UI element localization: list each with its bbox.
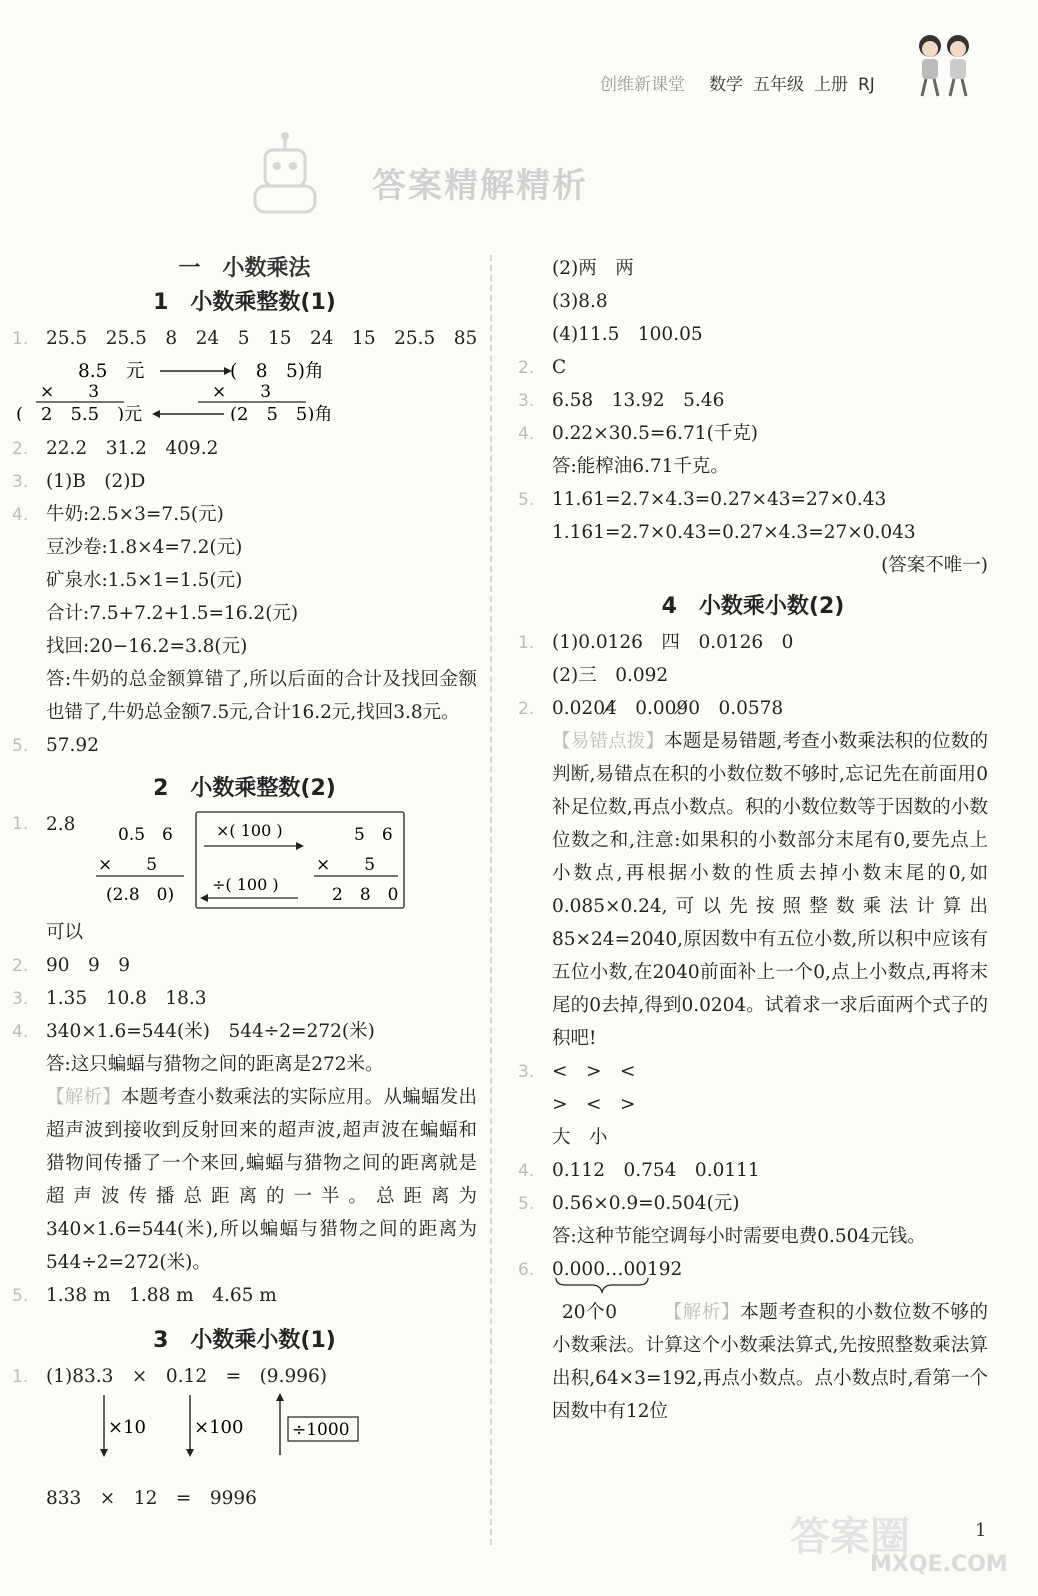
- watermark-logo: 答案圈: [790, 1514, 910, 1560]
- watermark-url: MXQE.COM: [870, 1552, 1008, 1577]
- answer-line: 找回:20−16.2=3.8(元): [46, 636, 248, 657]
- answer-line: 合计:7.5+7.2+1.5=16.2(元): [46, 603, 299, 624]
- decimal-point-shift-diagram: [12, 1393, 477, 1471]
- answer-statement: 答:能榨油6.71千克。: [552, 456, 729, 477]
- svg-text:(2.8 0): (2.8 0): [106, 885, 175, 905]
- brace-annotation: [518, 1286, 988, 1296]
- robot-mascot-icon: [235, 130, 345, 220]
- answer-item: 5. 57.92: [12, 735, 99, 756]
- diagram-jiao: ( 8 5)角: [230, 361, 324, 382]
- svg-text:×100: ×100: [194, 1417, 244, 1438]
- answer-statement: 答:这种节能空调每小时需要电费0.504元钱。: [552, 1226, 926, 1247]
- lesson-title: 4 小数乘小数(2): [661, 594, 845, 619]
- svg-text:×10: ×10: [108, 1417, 146, 1438]
- analysis-tag: 【易错点拨】: [552, 731, 665, 752]
- right-column: [518, 252, 988, 1428]
- svg-text:× 5: × 5: [316, 855, 376, 875]
- unit-title: 一 小数乘法: [178, 256, 311, 281]
- answer-line: (2)三 0.092: [552, 665, 669, 686]
- lesson-title: 1 小数乘整数(1): [153, 290, 336, 315]
- answer-item: 1. (1)83.3 × 0.12 = (9.996): [12, 1366, 327, 1387]
- lesson-title: 2 小数乘整数(2): [153, 776, 336, 801]
- answer-item: 1. 2.8 0.5 6 × 5 (2.8 0) ×( 100 ) ÷( 100 ) 5 6 × 5 2 8 0: [12, 808, 477, 916]
- subject: 数学: [709, 75, 743, 95]
- answer-line: 可以: [46, 922, 84, 943]
- answer-item: 5. 0.56×0.9=0.504(元): [518, 1193, 740, 1214]
- answer-item: 3. 1.35 10.8 18.3: [12, 988, 207, 1009]
- page-title: 答案精解精析: [372, 166, 588, 206]
- answer-item: 5. 11.61=2.7×4.3=0.27×43=27×0.43: [518, 489, 887, 510]
- answer-note: (答案不唯一): [881, 555, 988, 576]
- diagram-result-jiao: (2 5 5)角: [230, 404, 333, 421]
- answer-line: 豆沙卷:1.8×4=7.2(元): [46, 537, 243, 558]
- answer-item: 2. 22.2 31.2 409.2: [12, 438, 219, 459]
- answer-item: 3. 6.58 13.92 5.46: [518, 390, 725, 411]
- grade: 五年级: [753, 75, 804, 95]
- answer-item: 2. 90 9 9: [12, 955, 131, 976]
- answer-statement: 答:这只蝙蝠与猎物之间的距离是272米。: [46, 1054, 384, 1075]
- series-name: 创维新课堂: [600, 75, 685, 95]
- analysis-paragraph: 【易错点拨】本题是易错题,考查小数乘法积的位数的判断,易错点在积的小数位数不够时,忘记先在前面用0补足位数,再点小数点。积的小数位数等于因数的小数位数之和,注意:如果积的小数部分末尾有0,要先点上小数点,再根据小数的性质去掉小数末尾的0,如0.085×0.24,可以先按照整数乘法计算出85×24=2040,原因数中有五位小数,所以积中应该有五位小数,在2040前面补上一个0,点上小数点,再将末尾的0去掉,得到0.0204。试着求一求后面两个式子的积吧!: [552, 731, 988, 1049]
- svg-text:2 8 0: 2 8 0: [332, 885, 399, 905]
- answer-line: 矿泉水:1.5×1=1.5(元): [46, 570, 243, 591]
- running-header: [600, 70, 875, 95]
- answer-line: (3)8.8: [552, 291, 608, 312]
- answer-item: 4. 0.22×30.5=6.71(千克): [518, 423, 759, 444]
- page-number: 1: [975, 1520, 987, 1541]
- multiplication-box-diagram: [92, 808, 412, 912]
- answer-item: 4. 牛奶:2.5×3=7.5(元): [12, 504, 224, 525]
- analysis-paragraph: 【解析】本题考查小数乘法的实际应用。从蝙蝠发出超声波到接收到反射回来的超声波,超声波在蝙蝠和猎物间传播了一个来回,蝙蝠与猎物之间的距离就是超声波传播总距离的一半。总距离为340×1.6=544(米),所以蝙蝠与猎物之间的距离为544÷2=272(米)。: [46, 1087, 477, 1273]
- answer-item: 4. 0.112 0.754 0.0111: [518, 1160, 760, 1181]
- answer-line: 大 小: [552, 1127, 608, 1148]
- answer-item: 5. 1.38 m 1.88 m 4.65 m: [12, 1285, 277, 1306]
- answer-statement: 答:牛奶的总金额算错了,所以后面的合计及找回金额也错了,牛奶总金额7.5元,合计16.2元,找回3.8元。: [46, 669, 477, 723]
- answer-line: (4)11.5 100.05: [552, 324, 703, 345]
- volume: 上册: [814, 75, 848, 95]
- svg-text:÷( 100 ): ÷( 100 ): [212, 875, 279, 894]
- answer-item: 3. (1)B (2)D: [12, 471, 146, 492]
- analysis-tag: 【解析】: [46, 1087, 121, 1108]
- analysis-paragraph: 20个0 【解析】本题考查积的小数位数不够的小数乘法。计算这个小数乘法算式,先按照整数乘法算出积,64×3=192,再点小数点。点小数点时,看第一个因数中有12位: [552, 1302, 988, 1422]
- edition: RJ: [858, 75, 875, 95]
- svg-text:×( 100 ): ×( 100 ): [216, 821, 283, 840]
- answer-item: 6. 0.000…00192: [518, 1259, 683, 1280]
- answer-line: > < >: [552, 1094, 636, 1115]
- svg-text:× 5: × 5: [98, 855, 158, 875]
- answer-item: 1. 25.5 25.5 8 24 5 15 24 15 25.5 85: [12, 328, 478, 349]
- left-column: [12, 252, 477, 1515]
- diagram-times-left: × 3: [40, 382, 100, 402]
- diagram-yuan: 8.5 元: [78, 361, 145, 382]
- answer-line: 833 × 12 = 9996: [46, 1488, 257, 1509]
- answer-item: 2. 0.0204̸ 0.009̸0 0.0578: [518, 698, 784, 719]
- answer-line: 1.161=2.7×0.43=0.27×4.3=27×0.043: [552, 522, 916, 543]
- answer-item: 4. 340×1.6=544(米) 544÷2=272(米): [12, 1021, 375, 1042]
- diagram-result-yuan: ( 2 5.5 )元: [16, 404, 143, 421]
- answer-line: (2)两 两: [552, 258, 634, 279]
- lesson-title: 3 小数乘小数(1): [153, 1328, 336, 1353]
- answer-item: 3. < > <: [518, 1061, 636, 1082]
- answer-item: 1. (1)0.0126 四 0.0126 0: [518, 632, 794, 653]
- answer-item: 2. C: [518, 357, 567, 378]
- svg-text:÷1000: ÷1000: [292, 1420, 350, 1440]
- analysis-tag: 【解析】: [663, 1302, 741, 1323]
- underbrace-icon: [552, 1276, 652, 1294]
- svg-text:0.5 6: 0.5 6: [118, 825, 173, 845]
- diagram-times-right: × 3: [212, 382, 272, 402]
- unit-conversion-diagram: [12, 355, 477, 421]
- svg-text:5 6: 5 6: [354, 825, 393, 845]
- column-divider: [490, 255, 492, 1545]
- brace-label: 20个0: [562, 1302, 618, 1323]
- kids-illustration: [910, 28, 980, 100]
